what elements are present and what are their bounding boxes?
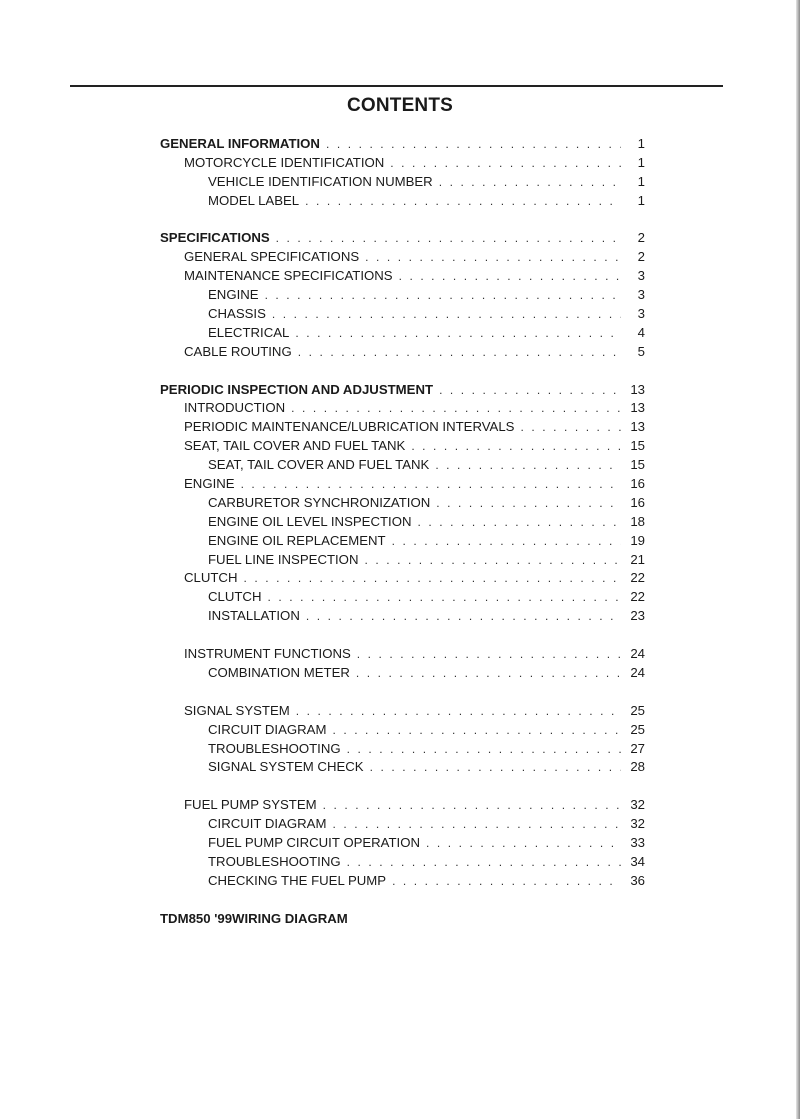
toc-leader-dots [305, 192, 621, 211]
toc-leader-dots [439, 173, 621, 192]
toc-entry-page: 1 [637, 154, 645, 170]
toc-leader-dots [399, 267, 621, 286]
toc-entry[interactable] [160, 324, 645, 343]
toc-entry-label: TROUBLESHOOTING [208, 853, 341, 869]
toc-entry[interactable] [160, 343, 645, 362]
toc-entry[interactable] [160, 154, 645, 173]
toc-entry-label: ENGINE [208, 287, 259, 303]
toc-entry-page: 16 [630, 494, 645, 510]
toc-leader-dots [411, 437, 621, 456]
toc-entry-label: SEAT, TAIL COVER AND FUEL TANK [184, 438, 406, 454]
toc-leader-dots [392, 532, 621, 551]
toc-entry[interactable] [160, 569, 645, 588]
toc-entry-page: 25 [630, 702, 645, 718]
top-rule [70, 85, 723, 87]
toc-entry-page: 16 [630, 476, 645, 492]
toc-gap [160, 891, 645, 910]
toc-entry-label: ENGINE OIL REPLACEMENT [208, 532, 386, 548]
toc-entry-page: 4 [637, 324, 645, 340]
toc-entry[interactable] [160, 494, 645, 513]
toc-entry[interactable] [160, 418, 645, 437]
toc-entry-page: 3 [637, 268, 645, 284]
toc-entry[interactable] [160, 740, 645, 759]
toc-leader-dots [436, 494, 621, 513]
toc-entry-page: 28 [630, 759, 645, 775]
toc-entry-page: 18 [630, 513, 645, 529]
toc-gap [160, 211, 645, 230]
toc-entry[interactable] [160, 721, 645, 740]
toc-entry-page: 21 [630, 551, 645, 567]
toc-entry-label: VEHICLE IDENTIFICATION NUMBER [208, 173, 433, 189]
toc-leader-dots [306, 607, 621, 626]
toc-entry-label: INSTALLATION [208, 608, 300, 624]
toc-leader-dots [272, 305, 621, 324]
toc-leader-dots [392, 872, 621, 891]
toc-entry[interactable] [160, 645, 645, 664]
toc-entry-label: SIGNAL SYSTEM [184, 702, 290, 718]
toc-entry-page: 5 [637, 343, 645, 359]
toc-entry-label: CHECKING THE FUEL PUMP [208, 872, 387, 888]
toc-leader-dots [357, 645, 621, 664]
toc-leader-dots [332, 815, 621, 834]
toc-gap [160, 777, 645, 796]
toc-entry[interactable] [160, 551, 645, 570]
toc-gap [160, 362, 645, 381]
toc-entry-page: 25 [630, 721, 645, 737]
toc-entry-label: INTRODUCTION [184, 400, 286, 416]
toc-entry[interactable] [160, 815, 645, 834]
toc-entry-page: 23 [630, 608, 645, 624]
toc-entry-label: CIRCUIT DIAGRAM [208, 721, 327, 737]
toc-entry[interactable] [160, 588, 645, 607]
toc-entry-label: CIRCUIT DIAGRAM [208, 816, 327, 832]
toc-leader-dots [295, 324, 621, 343]
toc-entry-label: GENERAL SPECIFICATIONS [184, 249, 360, 265]
toc-leader-dots [365, 248, 621, 267]
toc-entry-label: FUEL PUMP CIRCUIT OPERATION [208, 834, 421, 850]
toc-entry-page: 13 [630, 381, 645, 397]
toc-leader-dots [347, 740, 621, 759]
toc-entry-page: 15 [630, 438, 645, 454]
toc-entry[interactable] [160, 286, 645, 305]
toc-entry-page: 22 [630, 570, 645, 586]
toc-entry-page: 3 [637, 306, 645, 322]
toc-entry[interactable] [160, 229, 645, 248]
toc-entry-page: 1 [637, 136, 645, 151]
toc-entry-label: INSTRUMENT FUNCTIONS [184, 646, 351, 662]
toc-entry-label: TROUBLESHOOTING [208, 740, 341, 756]
toc-entry-label: COMBINATION METER [208, 664, 350, 680]
toc-entry-page: 34 [630, 853, 645, 869]
toc-entry[interactable] [160, 135, 645, 154]
toc-entry-label: MAINTENANCE SPECIFICATIONS [184, 268, 393, 284]
toc-leader-dots [418, 513, 622, 532]
toc-entry-label: SPECIFICATIONS [160, 230, 270, 246]
toc-entry-label: CLUTCH [184, 570, 238, 586]
toc-entry[interactable] [160, 607, 645, 626]
toc-leader-dots [267, 588, 621, 607]
toc-entry-page: 3 [637, 287, 645, 303]
toc-entry-page: 32 [630, 816, 645, 832]
toc-leader-dots [296, 702, 621, 721]
toc-entry[interactable] [160, 532, 645, 551]
table-of-contents [160, 135, 645, 928]
toc-entry[interactable] [160, 267, 645, 286]
toc-entry[interactable] [160, 381, 645, 400]
toc-leader-dots [435, 456, 621, 475]
toc-entry-page: 2 [637, 249, 645, 265]
toc-entry-page: 33 [630, 834, 645, 850]
toc-leader-dots [364, 551, 621, 570]
toc-entry[interactable] [160, 834, 645, 853]
page-title: CONTENTS [346, 95, 454, 116]
toc-entry[interactable] [160, 456, 645, 475]
toc-entry-page: 13 [630, 400, 645, 416]
toc-entry[interactable] [160, 872, 645, 891]
toc-entry-page: 24 [630, 664, 645, 680]
toc-entry[interactable] [160, 173, 645, 192]
toc-entry-page: 15 [630, 457, 645, 473]
toc-leader-dots [265, 286, 621, 305]
toc-entry-label: CARBURETOR SYNCHRONIZATION [208, 494, 431, 510]
toc-leader-dots [390, 154, 621, 173]
toc-entry-label: PERIODIC INSPECTION AND ADJUSTMENT [160, 381, 434, 397]
toc-entry-label: MOTORCYCLE IDENTIFICATION [184, 154, 385, 170]
toc-entry-page: 1 [637, 173, 645, 189]
toc-leader-dots [243, 569, 621, 588]
toc-entry-label: ENGINE OIL LEVEL INSPECTION [208, 513, 412, 529]
toc-entry-page: 2 [637, 230, 645, 246]
toc-entry-label: ENGINE [184, 476, 235, 492]
toc-gap [160, 626, 645, 645]
toc-entry-page: 19 [630, 532, 645, 548]
toc-entry-page: 32 [630, 797, 645, 813]
toc-entry[interactable] [160, 853, 645, 872]
toc-entry[interactable] [160, 437, 645, 456]
toc-entry[interactable] [160, 702, 645, 721]
toc-leader-dots [241, 475, 621, 494]
toc-entry-label: CLUTCH [208, 589, 262, 605]
toc-entry[interactable] [160, 910, 645, 929]
toc-leader-dots [291, 399, 621, 418]
toc-entry-label: TDM850 '99WIRING DIAGRAM [160, 910, 348, 926]
toc-entry[interactable] [160, 475, 645, 494]
toc-entry-label: PERIODIC MAINTENANCE/LUBRICATION INTERVALS [184, 419, 515, 435]
toc-entry-page: 13 [630, 419, 645, 435]
toc-entry-label: FUEL PUMP SYSTEM [184, 797, 317, 813]
toc-leader-dots [356, 664, 621, 683]
toc-entry-page: 1 [637, 192, 645, 208]
toc-entry[interactable] [160, 192, 645, 211]
toc-leader-dots [276, 229, 621, 248]
toc-leader-dots [323, 796, 621, 815]
toc-entry-page: 22 [630, 589, 645, 605]
toc-leader-dots [520, 418, 621, 437]
toc-gap [160, 683, 645, 702]
toc-entry-page: 36 [630, 872, 645, 888]
toc-entry[interactable] [160, 758, 645, 777]
toc-leader-dots [347, 853, 621, 872]
toc-entry-label: GENERAL INFORMATION [160, 136, 320, 151]
toc-leader-dots [426, 834, 621, 853]
toc-entry[interactable] [160, 305, 645, 324]
toc-leader-dots [439, 381, 621, 400]
toc-entry-label: CHASSIS [208, 306, 266, 322]
toc-entry[interactable] [160, 399, 645, 418]
toc-entry-page: 27 [630, 740, 645, 756]
toc-leader-dots [370, 758, 621, 777]
toc-entry-label: SEAT, TAIL COVER AND FUEL TANK [208, 457, 430, 473]
toc-entry-label: FUEL LINE INSPECTION [208, 551, 359, 567]
toc-entry[interactable] [160, 796, 645, 815]
page-edge [796, 0, 800, 1119]
toc-entry[interactable] [160, 513, 645, 532]
toc-entry-label: SIGNAL SYSTEM CHECK [208, 759, 364, 775]
toc-leader-dots [332, 721, 621, 740]
toc-entry[interactable] [160, 664, 645, 683]
toc-leader-dots [298, 343, 621, 362]
toc-entry[interactable] [160, 248, 645, 267]
toc-entry-label: MODEL LABEL [208, 192, 300, 208]
toc-entry-page: 24 [630, 646, 645, 662]
toc-entry-label: CABLE ROUTING [184, 343, 292, 359]
toc-leader-dots [326, 135, 621, 154]
toc-entry-label: ELECTRICAL [208, 324, 290, 340]
